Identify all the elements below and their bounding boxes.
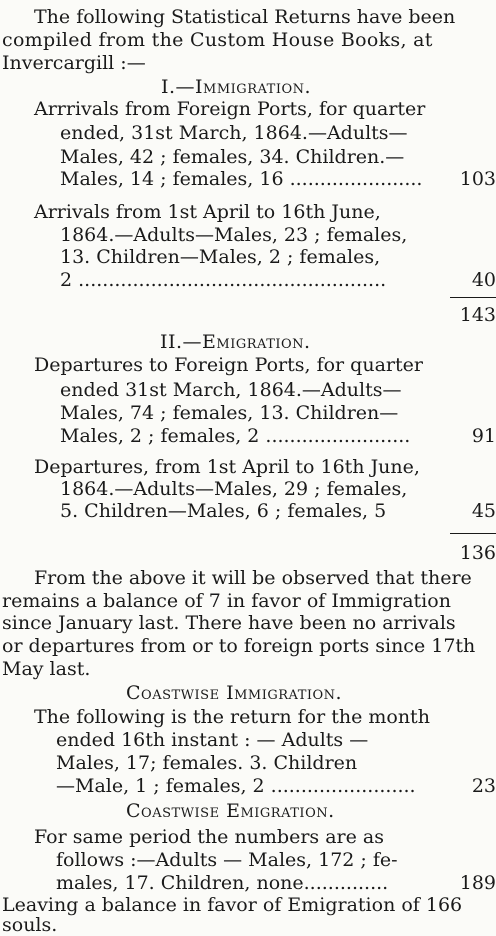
- intro-line-2: compiled from the Custom House Books, at: [2, 29, 433, 51]
- entry-total: 91: [471, 425, 496, 447]
- entry-line: The following is the return for the month: [34, 706, 430, 728]
- entry-total: 189: [459, 872, 496, 894]
- entry-line: ended 16th instant : — Adults —: [56, 729, 369, 751]
- entry-line: Departures to Foreign Ports, for quarter: [34, 354, 423, 376]
- entry-line: 2 ...................................................: [60, 269, 387, 291]
- entry-line: 5. Children—Males, 6 ; females, 5: [60, 500, 387, 522]
- entry-total: 45: [471, 500, 496, 522]
- entry-line: ended, 31st March, 1864.—Adults—: [60, 122, 408, 144]
- entry-total: 103: [459, 168, 496, 190]
- balance-line: May last.: [2, 658, 91, 680]
- sum-rule: [450, 533, 496, 534]
- closing-line: souls.: [2, 914, 58, 936]
- section-heading-immigration: I.—Immigration.: [161, 76, 312, 98]
- entry-line: males, 17. Children, none..............: [56, 872, 389, 894]
- entry-line: Arrivals from 1st April to 16th June,: [34, 201, 381, 223]
- sum-rule: [450, 297, 496, 298]
- entry-line: 1864.—Adults—Males, 23 ; females,: [60, 224, 408, 246]
- balance-line: or departures from or to foreign ports since 17th: [2, 635, 476, 657]
- entry-line: Arrrivals from Foreign Ports, for quarter: [34, 98, 426, 120]
- entry-line: Males, 14 ; females, 16 ......................: [60, 168, 423, 190]
- entry-line: Males, 74 ; females, 13. Children—: [60, 402, 399, 424]
- balance-line: From the above it will be observed that there: [34, 567, 472, 589]
- entry-line: For same period the numbers are as: [34, 826, 384, 848]
- entry-line: follows :—Adults — Males, 172 ; fe-: [56, 849, 398, 871]
- balance-line: remains a balance of 7 in favor of Immigration: [2, 590, 451, 612]
- entry-line: 13. Children—Males, 2 ; females,: [60, 246, 381, 268]
- entry-line: Males, 2 ; females, 2 ........................: [60, 425, 411, 447]
- closing-line: Leaving a balance in favor of Emigration of 166: [2, 894, 463, 916]
- entry-line: Males, 17; females. 3. Children: [56, 752, 358, 774]
- entry-line: 1864.—Adults—Males, 29 ; females,: [60, 478, 408, 500]
- section-heading-emigration: II.—Emigration.: [160, 331, 311, 353]
- entry-total: 40: [471, 269, 496, 291]
- entry-line: Departures, from 1st April to 16th June,: [34, 456, 420, 478]
- intro-line-1: The following Statistical Returns have been: [34, 6, 456, 28]
- entry-line: —Male, 1 ; females, 2 ........................: [56, 775, 416, 797]
- balance-line: since January last. There have been no arrivals: [2, 612, 456, 634]
- section-sum: 143: [459, 304, 496, 326]
- intro-line-3: Invercargill :—: [2, 52, 146, 74]
- entry-line: Males, 42 ; females, 34. Children.—: [60, 146, 405, 168]
- section-sum: 136: [459, 542, 496, 564]
- coastwise-emigration-heading: Coastwise Emigration.: [126, 800, 335, 822]
- entry-line: ended 31st March, 1864.—Adults—: [60, 379, 402, 401]
- coastwise-immigration-heading: Coastwise Immigration.: [126, 682, 343, 704]
- entry-total: 23: [471, 775, 496, 797]
